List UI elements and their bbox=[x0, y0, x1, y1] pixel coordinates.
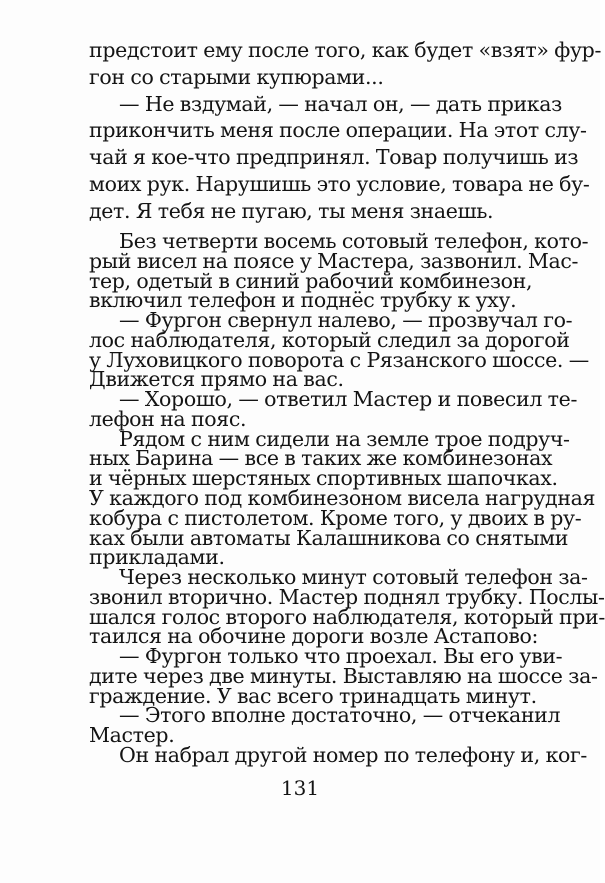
text-line: ках были автоматы Калашникова со снятыми bbox=[89, 526, 569, 550]
text-line: ных Барина — все в таких же комбинезонах bbox=[89, 446, 553, 470]
text-line: прикладами. bbox=[89, 545, 225, 569]
text-line: Движется прямо на вас. bbox=[89, 367, 344, 391]
text-line: моих рук. Нарушишь это условие, товара не бу- bbox=[89, 172, 590, 196]
text-line: граждение. У вас всего тринадцать минут. bbox=[89, 684, 537, 708]
text-line: Он набрал другой номер по телефону и, ког- bbox=[119, 743, 587, 767]
text-line: тер, одетый в синий рабочий комбинезон, bbox=[89, 269, 533, 293]
text-line: гон со старыми купюрами... bbox=[89, 65, 384, 89]
text-line: шался голос второго наблюдателя, который при- bbox=[89, 605, 605, 629]
page-number: 131 bbox=[280, 776, 320, 800]
text-line: — Хорошо, — ответил Мастер и повесил те- bbox=[119, 387, 578, 411]
text-line: Мастер. bbox=[89, 723, 175, 747]
text-line: таился на обочине дороги возле Астапово: bbox=[89, 624, 539, 648]
text-line: рый висел на поясе у Мастера, зазвонил. Мас- bbox=[89, 249, 579, 273]
text-line: лефон на пояс. bbox=[89, 407, 247, 431]
text-line: дет. Я тебя не пугаю, ты меня знаешь. bbox=[89, 199, 494, 223]
text-line: чай я кое-что предпринял. Товар получишь из bbox=[89, 145, 579, 169]
text-line: — Фургон только что проехал. Вы его уви- bbox=[119, 644, 563, 668]
text-line: У каждого под комбинезоном висела нагрудная bbox=[89, 486, 596, 510]
text-line: Через несколько минут сотовый телефон за- bbox=[119, 565, 588, 589]
text-line: кобура с пистолетом. Кроме того, у двоих в ру- bbox=[89, 506, 582, 530]
text-line: звонил вторично. Мастер поднял трубку. Послы- bbox=[89, 585, 605, 609]
text-line: — Фургон свернул налево, — прозвучал го- bbox=[119, 308, 573, 332]
text-line: предстоит ему после того, как будет «взят» фур- bbox=[89, 38, 602, 62]
text-line: дите через две минуты. Выставляю на шоссе за- bbox=[89, 664, 598, 688]
text-line: прикончить меня после операции. На этот слу- bbox=[89, 118, 587, 142]
text-line: лос наблюдателя, который следил за дорогой bbox=[89, 328, 570, 352]
text-line: Рядом с ним сидели на земле трое подруч- bbox=[119, 427, 570, 451]
text-line: Без четверти восемь сотовый телефон, кото- bbox=[119, 229, 589, 253]
text-line: у Луховицкого поворота с Рязанского шоссе. — bbox=[89, 348, 589, 372]
text-line: и чёрных шерстяных спортивных шапочках. bbox=[89, 466, 558, 490]
text-line: — Не вздумай, — начал он, — дать приказ bbox=[119, 92, 562, 116]
text-line: включил телефон и поднёс трубку к уху. bbox=[89, 288, 517, 312]
text-line: — Этого вполне достаточно, — отчеканил bbox=[119, 703, 561, 727]
